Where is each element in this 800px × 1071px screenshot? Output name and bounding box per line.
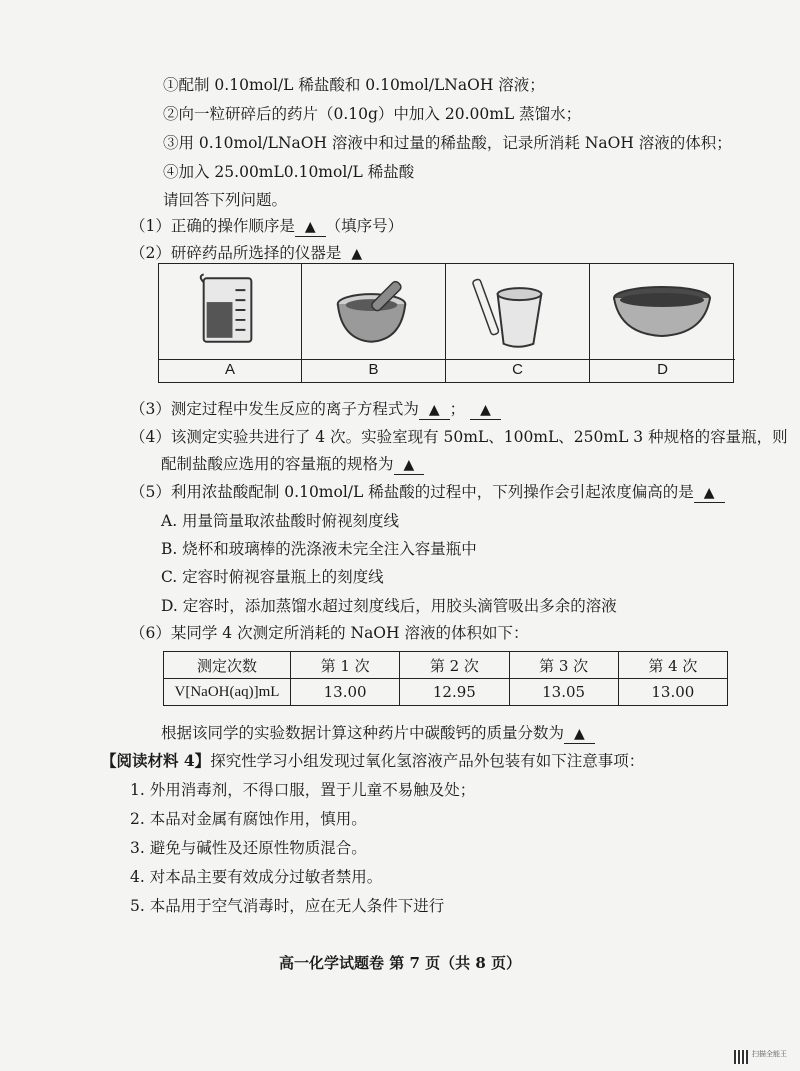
crucible-icon [446,264,589,360]
triangle-icon: ▲ [574,726,585,742]
notice-item-4: 4. 对本品主要有效成分过敏者禁用。 [130,868,383,886]
question-4-text: 配制盐酸应选用的容量瓶的规格为 [161,455,394,473]
table-cell: 12.95 [400,679,509,706]
question-5-text: （5）利用浓盐酸配制 0.10mol/L 稀盐酸的过程中，下列操作会引起浓度偏高的是 [130,483,694,501]
question-5 [130,481,725,503]
instrument-cell-c [446,264,590,382]
table-header-cell: 测定次数 [164,652,291,679]
question-6: （6）某同学 4 次测定所消耗的 NaOH 溶液的体积如下： [130,624,529,642]
option-b: B. 烧杯和玻璃棒的洗涤液未完全注入容量瓶中 [161,540,477,558]
conclusion-text: 根据该同学的实验数据计算这种药片中碳酸钙的质量分数为 [161,724,565,742]
option-a: A. 用量筒量取浓盐酸时俯视刻度线 [161,512,400,530]
answer-blank-5[interactable] [694,483,725,503]
table-cell: 13.05 [509,679,618,706]
page-footer: 高一化学试题卷 第 7 页（共 8 页） [279,954,521,972]
step-1: ①配制 0.10mol/L 稀盐酸和 0.10mol/LNaOH 溶液； [163,76,545,94]
option-c: C. 定容时俯视容量瓶上的刻度线 [161,568,384,586]
instrument-cell-d [590,264,735,382]
table-row [164,679,728,706]
triangle-icon: ▲ [304,219,316,235]
table-header-cell: 第 1 次 [291,652,400,679]
prompt: 请回答下列问题。 [163,191,288,209]
instrument-cell-b [302,264,446,382]
instrument-table [158,263,734,383]
answer-blank-2[interactable] [341,244,372,264]
instrument-label-a: A [224,361,235,378]
notice-item-5: 5. 本品用于空气消毒时，应在无人条件下进行 [130,897,445,915]
material-4-intro: 探究性学习小组发现过氧化氢溶液产品外包装有如下注意事项： [210,752,645,770]
notice-item-2: 2. 本品对金属有腐蚀作用，慎用。 [130,810,367,828]
qr-code-icon [734,1050,748,1064]
answer-blank-6[interactable] [564,724,595,744]
instrument-label-c: C [512,361,523,378]
question-4-line-1: （4）该测定实验共进行了 4 次。实验室现有 50mL、100mL、250mL 3 种规格的容量瓶，则 [130,428,788,446]
instrument-cell-a [159,264,302,382]
step-2: ②向一粒研碎后的药片（0.10g）中加入 20.00mL 蒸馏水； [163,105,582,123]
triangle-icon: ▲ [403,457,415,473]
beaker-icon [159,264,301,360]
question-1-text: （1）正确的操作顺序是 [130,217,295,235]
answer-blank-3b[interactable] [470,400,501,420]
step-3: ③用 0.10mol/LNaOH 溶液中和过量的稀盐酸，记录所消耗 NaOH 溶液的体积； [163,134,732,152]
table-cell: V[NaOH(aq)]mL [164,679,291,706]
question-1 [130,215,403,237]
answer-blank-3a[interactable] [419,400,450,420]
notice-item-3: 3. 避免与碱性及还原性物质混合。 [130,839,367,857]
table-header-cell: 第 2 次 [400,652,509,679]
table-header-row [164,652,728,679]
scanner-watermark: 扫描全能王 [752,1051,787,1058]
question-3 [130,398,501,420]
material-4-title: 【阅读材料 4】 [101,751,211,770]
table-cell: 13.00 [618,679,727,706]
question-4-line-2 [161,453,424,475]
table-header-cell: 第 3 次 [509,652,618,679]
question-3-separator: ； [449,400,466,418]
naoh-volume-table [163,651,728,706]
mortar-icon [302,264,445,360]
answer-blank-1[interactable] [295,217,326,237]
evaporating-dish-icon [590,264,735,360]
question-6-conclusion [161,722,595,744]
triangle-icon: ▲ [480,402,491,418]
option-d: D. 定容时，添加蒸馏水超过刻度线后，用胶头滴管吸出多余的溶液 [161,597,617,615]
instrument-label-d: D [657,361,668,378]
notice-item-1: 1. 外用消毒剂，不得口服，置于儿童不易触及处； [130,781,476,799]
triangle-icon: ▲ [351,246,363,262]
triangle-icon: ▲ [703,485,715,501]
question-1-suffix: （填序号） [325,217,404,235]
table-header-cell: 第 4 次 [618,652,727,679]
answer-blank-4[interactable] [394,455,425,475]
material-4-heading [101,750,644,772]
triangle-icon: ▲ [428,402,440,418]
question-3-text: （3）测定过程中发生反应的离子方程式为 [130,400,419,418]
table-cell: 13.00 [291,679,400,706]
question-2-text: （2）研碎药品所选择的仪器是 [130,244,342,262]
step-4: ④加入 25.00mL0.10mol/L 稀盐酸 [163,163,415,181]
question-2 [130,242,372,264]
instrument-label-b: B [368,361,379,378]
